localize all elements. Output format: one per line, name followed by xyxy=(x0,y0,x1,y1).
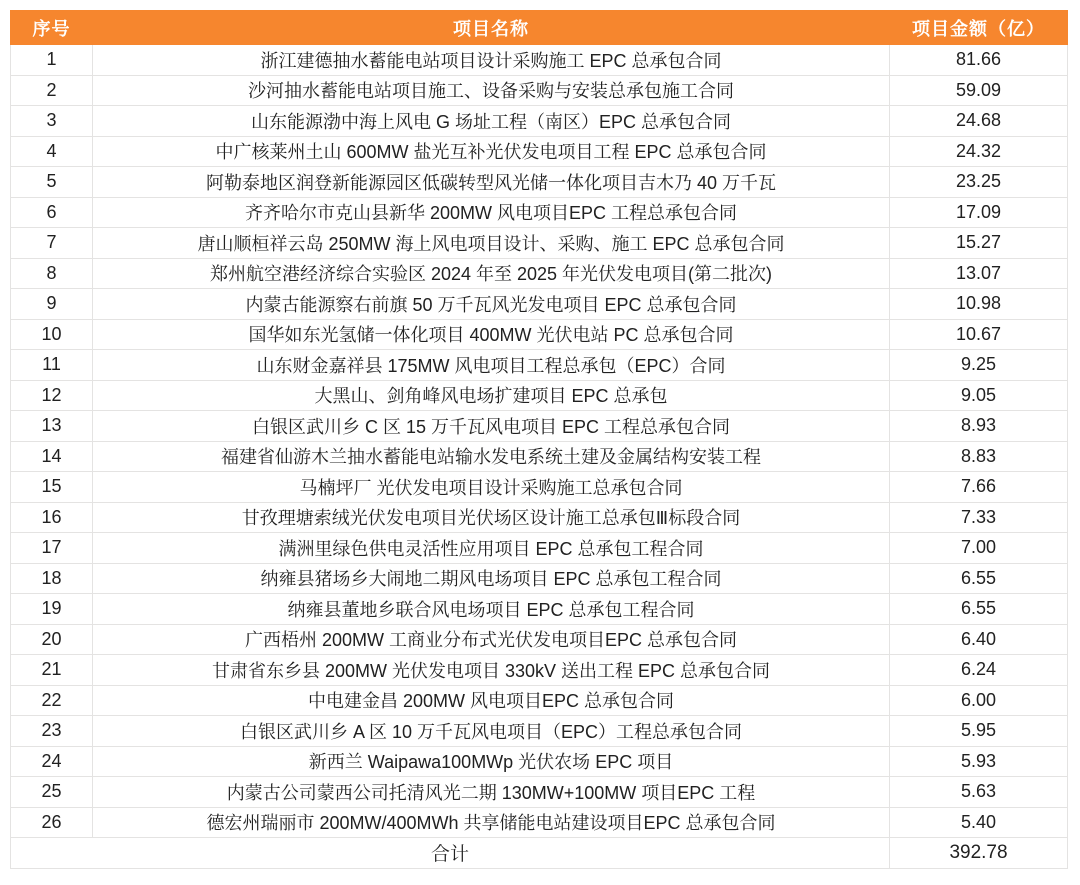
header-row xyxy=(11,11,1068,45)
cell-amount: 6.00 xyxy=(890,685,1068,716)
cell-amount: 10.67 xyxy=(890,319,1068,350)
cell-name: 马楠坪厂 光伏发电项目设计采购施工总承包合同 xyxy=(93,472,890,503)
cell-name: 中电建金昌 200MW 风电项目EPC 总承包合同 xyxy=(93,685,890,716)
cell-no: 5 xyxy=(11,167,93,198)
cell-no: 17 xyxy=(11,533,93,564)
table-row xyxy=(11,167,1068,198)
cell-name: 中广核莱州土山 600MW 盐光互补光伏发电项目工程 EPC 总承包合同 xyxy=(93,136,890,167)
table-row xyxy=(11,807,1068,838)
cell-no: 23 xyxy=(11,716,93,747)
table-row xyxy=(11,45,1068,76)
cell-amount: 15.27 xyxy=(890,228,1068,259)
cell-name: 甘肃省东乡县 200MW 光伏发电项目 330kV 送出工程 EPC 总承包合同 xyxy=(93,655,890,686)
cell-amount: 81.66 xyxy=(890,45,1068,76)
table-row xyxy=(11,289,1068,320)
cell-amount: 5.95 xyxy=(890,716,1068,747)
table-row xyxy=(11,594,1068,625)
cell-amount: 6.55 xyxy=(890,563,1068,594)
cell-amount: 10.98 xyxy=(890,289,1068,320)
table-row xyxy=(11,258,1068,289)
col-header-index: 序号 xyxy=(11,11,93,45)
cell-amount: 8.93 xyxy=(890,411,1068,442)
cell-no: 25 xyxy=(11,777,93,808)
table-row xyxy=(11,319,1068,350)
table-row xyxy=(11,380,1068,411)
cell-amount: 6.40 xyxy=(890,624,1068,655)
table-body xyxy=(11,45,1068,838)
cell-name: 浙江建德抽水蓄能电站项目设计采购施工 EPC 总承包合同 xyxy=(93,45,890,76)
cell-no: 12 xyxy=(11,380,93,411)
col-header-amount: 项目金额（亿） xyxy=(890,11,1068,45)
table-row xyxy=(11,777,1068,808)
table-row xyxy=(11,411,1068,442)
cell-no: 26 xyxy=(11,807,93,838)
cell-name: 满洲里绿色供电灵活性应用项目 EPC 总承包工程合同 xyxy=(93,533,890,564)
cell-no: 6 xyxy=(11,197,93,228)
cell-amount: 5.63 xyxy=(890,777,1068,808)
table-row xyxy=(11,502,1068,533)
table-row xyxy=(11,746,1068,777)
cell-no: 8 xyxy=(11,258,93,289)
cell-amount: 5.40 xyxy=(890,807,1068,838)
cell-no: 3 xyxy=(11,106,93,137)
table-row xyxy=(11,441,1068,472)
cell-name: 新西兰 Waipawa100MWp 光伏农场 EPC 项目 xyxy=(93,746,890,777)
cell-amount: 13.07 xyxy=(890,258,1068,289)
table-row xyxy=(11,197,1068,228)
cell-no: 2 xyxy=(11,75,93,106)
cell-name: 大黑山、剑角峰风电场扩建项目 EPC 总承包 xyxy=(93,380,890,411)
table-row xyxy=(11,624,1068,655)
cell-amount: 5.93 xyxy=(890,746,1068,777)
cell-name: 齐齐哈尔市克山县新华 200MW 风电项目EPC 工程总承包合同 xyxy=(93,197,890,228)
cell-name: 甘孜理塘索绒光伏发电项目光伏场区设计施工总承包Ⅲ标段合同 xyxy=(93,502,890,533)
cell-no: 7 xyxy=(11,228,93,259)
cell-amount: 59.09 xyxy=(890,75,1068,106)
cell-no: 19 xyxy=(11,594,93,625)
cell-name: 沙河抽水蓄能电站项目施工、设备采购与安装总承包施工合同 xyxy=(93,75,890,106)
cell-amount: 23.25 xyxy=(890,167,1068,198)
cell-no: 13 xyxy=(11,411,93,442)
project-table-container xyxy=(10,10,1068,869)
cell-name: 白银区武川乡 C 区 15 万千瓦风电项目 EPC 工程总承包合同 xyxy=(93,411,890,442)
table-row xyxy=(11,472,1068,503)
project-amount-table xyxy=(10,10,1068,869)
cell-amount: 7.66 xyxy=(890,472,1068,503)
table-row xyxy=(11,655,1068,686)
cell-name: 内蒙古能源察右前旗 50 万千瓦风光发电项目 EPC 总承包合同 xyxy=(93,289,890,320)
cell-amount: 9.05 xyxy=(890,380,1068,411)
cell-no: 9 xyxy=(11,289,93,320)
cell-name: 内蒙古公司蒙西公司托清风光二期 130MW+100MW 项目EPC 工程 xyxy=(93,777,890,808)
cell-amount: 6.24 xyxy=(890,655,1068,686)
cell-name: 国华如东光氢储一体化项目 400MW 光伏电站 PC 总承包合同 xyxy=(93,319,890,350)
cell-name: 唐山顺桓祥云岛 250MW 海上风电项目设计、采购、施工 EPC 总承包合同 xyxy=(93,228,890,259)
cell-no: 10 xyxy=(11,319,93,350)
cell-no: 11 xyxy=(11,350,93,381)
table-row xyxy=(11,533,1068,564)
total-row xyxy=(11,838,1068,869)
cell-amount: 7.00 xyxy=(890,533,1068,564)
cell-no: 1 xyxy=(11,45,93,76)
cell-no: 22 xyxy=(11,685,93,716)
cell-amount: 6.55 xyxy=(890,594,1068,625)
cell-name: 纳雍县董地乡联合风电场项目 EPC 总承包工程合同 xyxy=(93,594,890,625)
cell-amount: 8.83 xyxy=(890,441,1068,472)
cell-amount: 17.09 xyxy=(890,197,1068,228)
cell-no: 15 xyxy=(11,472,93,503)
cell-name: 广西梧州 200MW 工商业分布式光伏发电项目EPC 总承包合同 xyxy=(93,624,890,655)
table-row xyxy=(11,136,1068,167)
table-row xyxy=(11,563,1068,594)
cell-amount: 24.32 xyxy=(890,136,1068,167)
cell-no: 18 xyxy=(11,563,93,594)
table-row xyxy=(11,350,1068,381)
cell-name: 山东能源渤中海上风电 G 场址工程（南区）EPC 总承包合同 xyxy=(93,106,890,137)
table-row xyxy=(11,685,1068,716)
cell-name: 福建省仙游木兰抽水蓄能电站输水发电系统土建及金属结构安装工程 xyxy=(93,441,890,472)
table-row xyxy=(11,75,1068,106)
total-amount: 392.78 xyxy=(890,838,1068,869)
col-header-project-name: 项目名称 xyxy=(93,11,890,45)
cell-name: 山东财金嘉祥县 175MW 风电项目工程总承包（EPC）合同 xyxy=(93,350,890,381)
cell-no: 14 xyxy=(11,441,93,472)
cell-no: 21 xyxy=(11,655,93,686)
cell-no: 20 xyxy=(11,624,93,655)
total-label: 合计 xyxy=(11,838,890,869)
table-row xyxy=(11,716,1068,747)
table-row xyxy=(11,106,1068,137)
cell-no: 16 xyxy=(11,502,93,533)
cell-amount: 24.68 xyxy=(890,106,1068,137)
cell-amount: 7.33 xyxy=(890,502,1068,533)
cell-name: 郑州航空港经济综合实验区 2024 年至 2025 年光伏发电项目(第二批次) xyxy=(93,258,890,289)
cell-amount: 9.25 xyxy=(890,350,1068,381)
cell-name: 白银区武川乡 A 区 10 万千瓦风电项目（EPC）工程总承包合同 xyxy=(93,716,890,747)
cell-name: 纳雍县猪场乡大闹地二期风电场项目 EPC 总承包工程合同 xyxy=(93,563,890,594)
table-row xyxy=(11,228,1068,259)
cell-no: 24 xyxy=(11,746,93,777)
cell-name: 德宏州瑞丽市 200MW/400MWh 共享储能电站建设项目EPC 总承包合同 xyxy=(93,807,890,838)
cell-no: 4 xyxy=(11,136,93,167)
cell-name: 阿勒泰地区润登新能源园区低碳转型风光储一体化项目吉木乃 40 万千瓦 xyxy=(93,167,890,198)
